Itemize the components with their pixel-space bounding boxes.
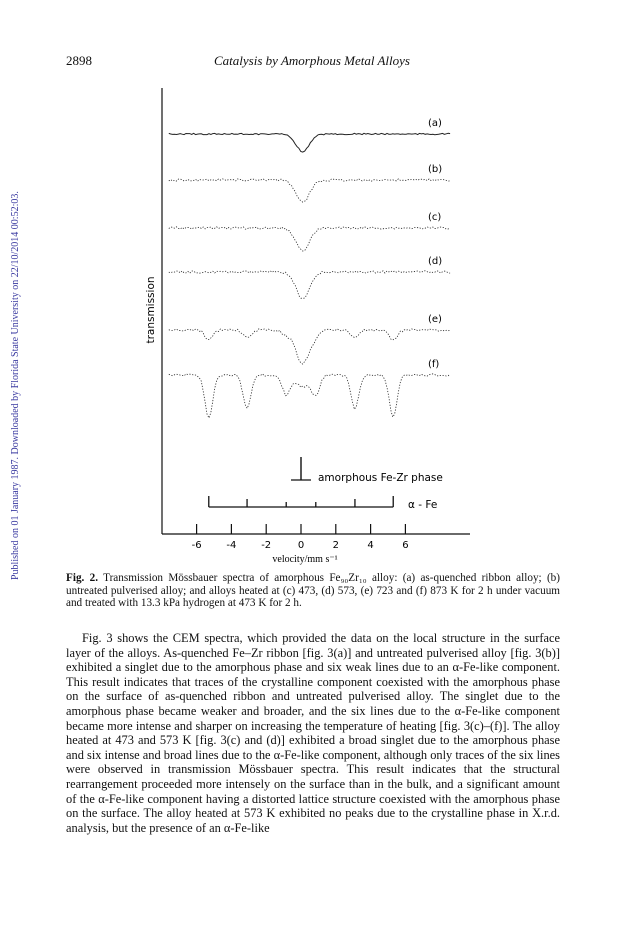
spectrum-label-e: (e) (428, 314, 442, 325)
spectrum-e (169, 329, 450, 364)
spectrum-labels (428, 118, 442, 370)
alpha-fe-stick-diagram (209, 496, 393, 507)
spectrum-f (169, 374, 450, 418)
running-title: Catalysis by Amorphous Metal Alloys (214, 53, 410, 68)
x-tick-label: 4 (367, 540, 374, 551)
legend-amorphous: amorphous Fe-Zr phase (318, 472, 443, 484)
x-tick-label: -2 (261, 540, 272, 551)
spectrum-d (169, 271, 450, 299)
spectra-group (169, 133, 450, 418)
spectrum-label-f: (f) (428, 359, 440, 370)
spectrum-b (169, 179, 450, 202)
y-axis-label: transmission (145, 276, 157, 344)
spectrum-label-b: (b) (428, 164, 443, 175)
x-tick-label: 2 (332, 540, 339, 551)
legend-alpha-fe: α - Fe (408, 499, 438, 511)
download-watermark: Published on 01 January 1987. Downloaded by Florida State University on 22/10/2014 00:52:03. (10, 191, 21, 580)
page-number: 2898 (66, 53, 92, 68)
spectrum-a (169, 133, 450, 152)
x-ticks (192, 524, 409, 551)
x-tick-label: 0 (297, 540, 305, 551)
spectrum-label-d: (d) (428, 256, 443, 267)
spectrum-label-a: (a) (428, 118, 442, 129)
spectrum-c (169, 227, 450, 251)
x-tick-label: -6 (191, 540, 202, 551)
caption-label: Fig. 2. (66, 572, 99, 584)
spectrum-label-c: (c) (428, 212, 442, 223)
figure-caption (66, 572, 560, 610)
x-axis-label: velocity/mm s⁻¹ (272, 554, 338, 565)
body-paragraph: Fig. 3 shows the CEM spectra, which provided the data on the local structure in the surface layer of the alloys. As-quenched Fe–Zr ribbon [fig. 3(a)] and untreated pulverised alloy [fig. 3(b)] exhibited a singlet due to the amorphous phase and six weak lines due to an α-Fe-like component. This result indicates that traces of the crystalline component coexisted with the amorphous phase on the surface of as-quenched ribbon and untreated pulverised alloy. The singlet due to the amorphous phase became weaker and broader, and the six lines due to the α-Fe-like component became more intense and sharper on increasing the temperature of heating [fig. 3(c)–(f)]. The alloy heated at 473 and 573 K [fig. 3(c) and (d)] exhibited a broad singlet due to the amorphous phase and six intense and broad lines due to the α-Fe-like component, although only traces of the six lines were observed in transmission Mössbauer spectra. This result indicates that the structural rearrangement proceeded more intensely on the surface than in the bulk, and a significant amount of the α-Fe-like component having a distorted lattice structure coexisted with the amorphous phase on the surface. The alloy heated at 573 K exhibited no peaks due to the crystalline phase in X.r.d. analysis, but the presence of an α-Fe-like (66, 631, 560, 835)
x-tick-label: 6 (402, 540, 409, 551)
caption-text: Transmission Mössbauer spectra of amorphous Fe₉₀Zr₁₀ alloy: (a) as-quenched ribbon alloy; (b) untreated pulverised alloy; and alloys heated at (c) 473, (d) 573, (e) 723 and (f) 873 K for 2 h under vacuum and treated with 13.3 kPa hydrogen at 473 K for 2 h. (66, 572, 560, 609)
x-tick-label: -4 (226, 540, 237, 551)
